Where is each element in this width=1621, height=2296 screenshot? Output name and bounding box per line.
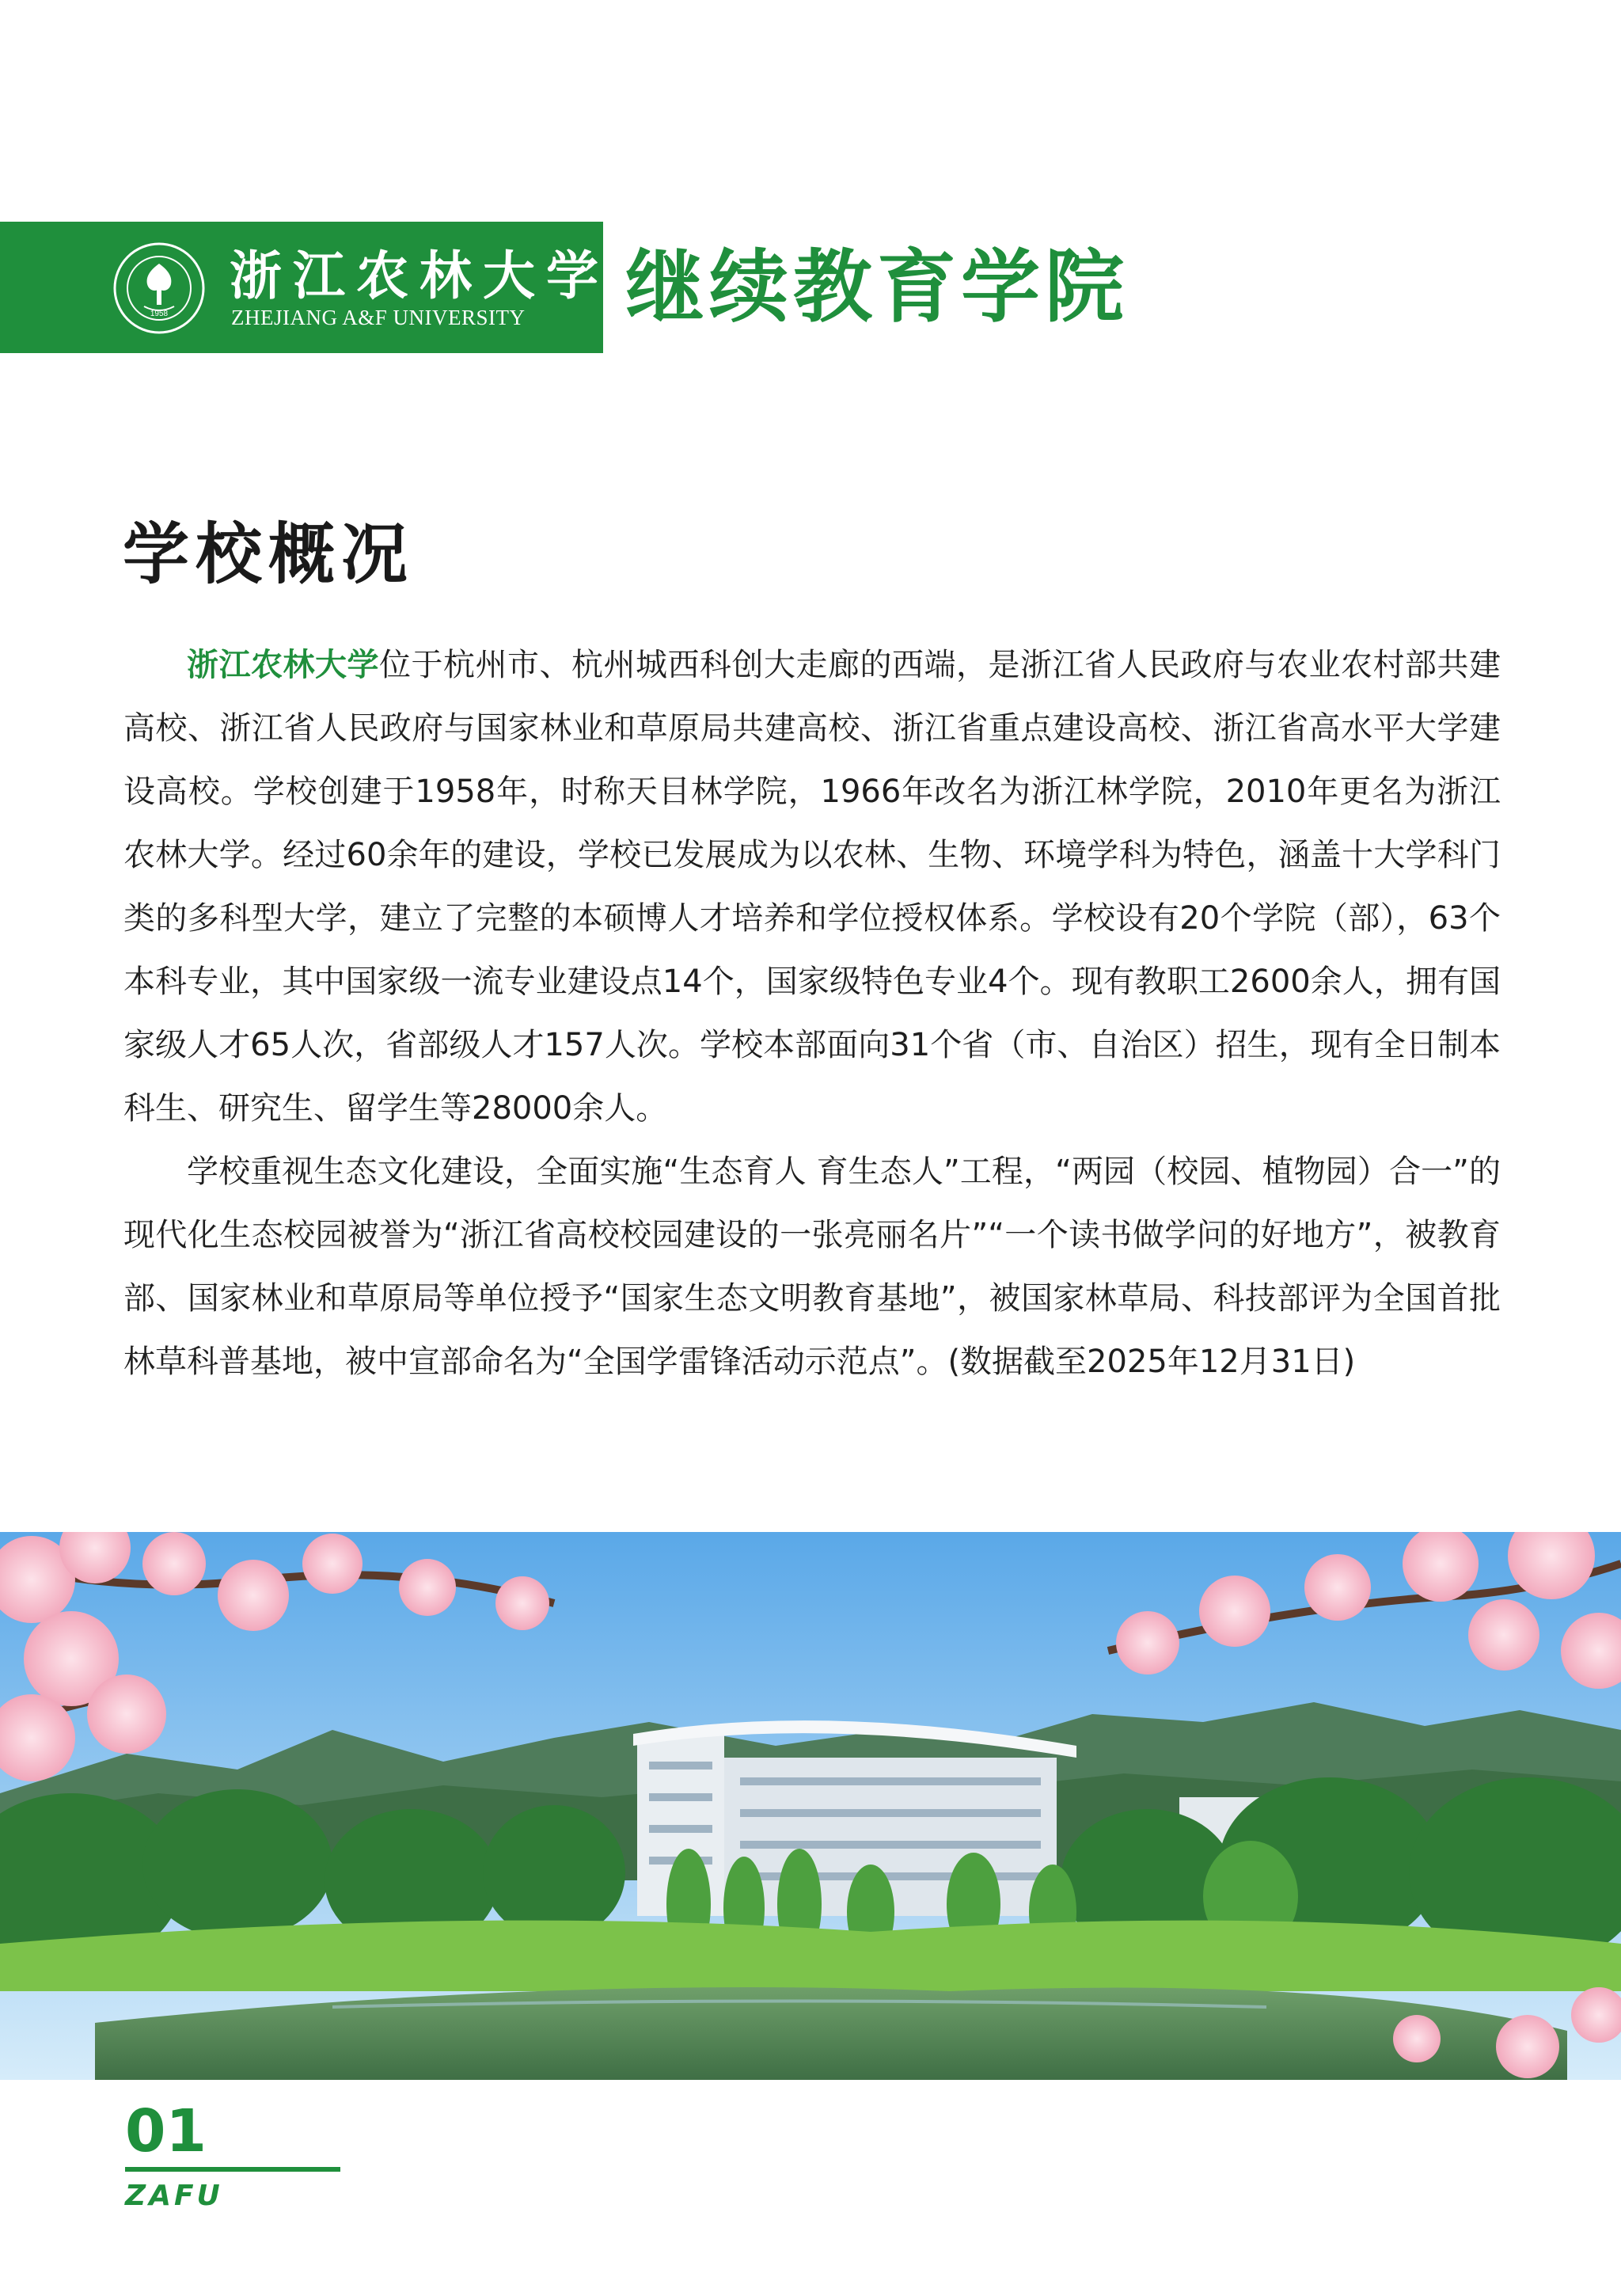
section-title: 学校概况 (123, 515, 415, 593)
body-text (123, 633, 1501, 1393)
university-name-en: ZHEJIANG A&F UNIVERSITY (231, 306, 526, 329)
university-name-cn: 浙江农林大学 (230, 245, 609, 306)
paragraph-1 (123, 633, 1501, 1140)
university-emblem (112, 241, 206, 335)
zafu-brand-mark: ZAFU (125, 2180, 223, 2212)
college-title: 继续教育学院 (625, 241, 1129, 333)
campus-photo (0, 1532, 1621, 2080)
paragraph-1-text: 位于杭州市、杭州城西科创大走廊的西端，是浙江省人民政府与农业农村部共建高校、浙江省人民政府与国家林业和草原局共建高校、浙江省重点建设高校、浙江省高水平大学建设高校。学校创建于1958年，时称天目林学院，1966年改名为浙江林学院，2010年更名为浙江农林大学。经过60余年的建设，学校已发展成为以农林、生物、环境学科为特色，涵盖十大学科门类的多科型大学，建立了完整的本硕博人才培养和学位授权体系。学校设有20个学院（部），63个本科专业，其中国家级一流专业建设点14个，国家级特色专业4个。现有教职工2600余人，拥有国家级人才65人次，省部级人才157人次。学校本部面向31个省（市、自治区）招生，现有全日制本科生、研究生、留学生等28000余人。 (123, 647, 1501, 1127)
university-name-highlight: 浙江农林大学 (187, 647, 379, 683)
page-number: 01 (125, 2097, 207, 2165)
emblem-year: 1958 (150, 310, 169, 318)
page-number-rule (125, 2167, 340, 2172)
paragraph-2: 学校重视生态文化建设，全面实施“生态育人 育生态人”工程，“两园（校园、植物园）合一”的现代化生态校园被誉为“浙江省高校校园建设的一张亮丽名片”“一个读书做学问的好地方”，被教育部、国家林业和草原局等单位授予“国家生态文明教育基地”，被国家林草局、科技部评为全国首批林草科普基地，被中宣部命名为“全国学雷锋活动示范点”。(数据截至2025年12月31日) (123, 1154, 1501, 1380)
